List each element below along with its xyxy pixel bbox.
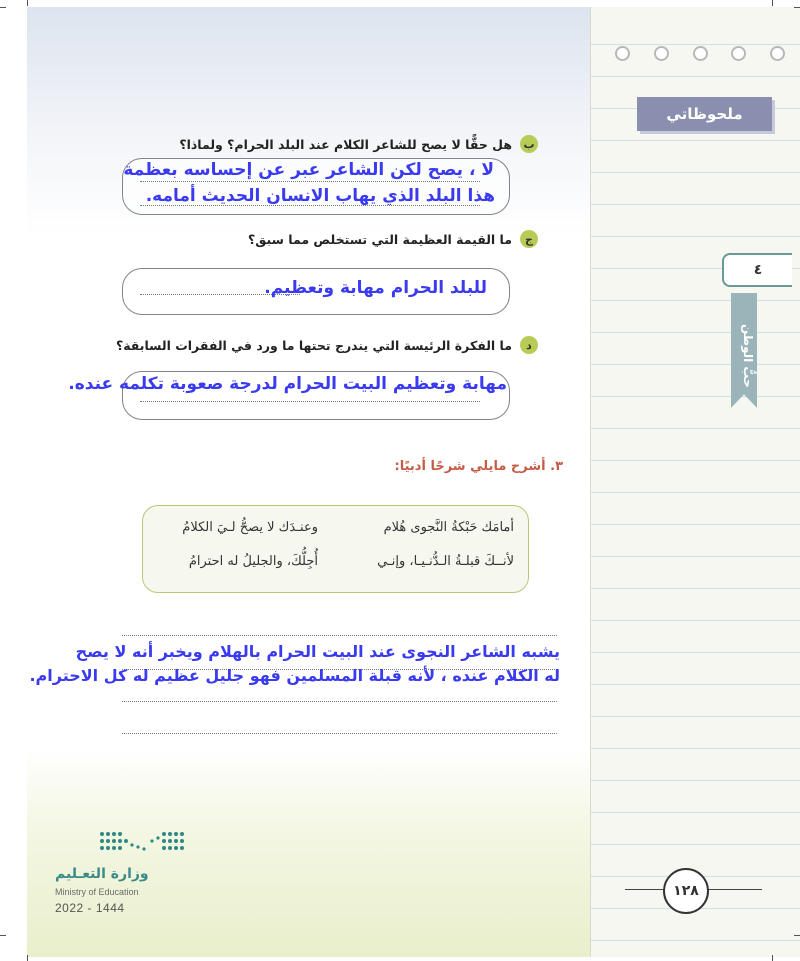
poem-box — [142, 505, 529, 593]
question-d — [116, 336, 538, 354]
handwritten-answer: لا ، يصح لكن الشاعر عبر عن إحساسه بعظمة — [123, 160, 494, 180]
handwritten-answer: مهابة وتعظيم البيت الحرام لدرجة صعوبة تكلمه عنده. — [68, 374, 507, 394]
binder-holes — [615, 46, 785, 64]
page-number: ١٢٨ — [663, 868, 709, 914]
notes-column — [590, 7, 800, 957]
crop-mark — [772, 0, 773, 6]
crop-mark — [794, 7, 800, 8]
notes-tab: ملحوظاتي — [637, 97, 772, 131]
question-badge: ج — [520, 230, 538, 248]
binder-hole-icon — [654, 46, 669, 61]
crop-mark — [794, 935, 800, 936]
ministry-name-ar: وزارة التعـليم — [55, 866, 149, 882]
question-text: ما القيمة العظيمة التي تستخلص مما سبق؟ — [248, 231, 512, 247]
handwritten-answer: للبلد الحرام مهابة وتعظيم. — [264, 278, 487, 298]
question-badge: د — [520, 336, 538, 354]
poem-verse: أمامَك حَبْكةُ النَّجوى هُلام — [383, 520, 514, 535]
crop-mark — [27, 0, 28, 6]
question-j — [248, 230, 538, 248]
unit-title: حبُّ الوطن — [741, 324, 755, 388]
ministry-name-en: Ministry of Education — [55, 887, 139, 897]
question-text: ما الفكرة الرئيسة التي يندرج تحتها ما ورد في الفقرات السابقة؟ — [115, 337, 512, 353]
question-badge: ب — [520, 135, 538, 153]
question-text: هل حقًّا لا يصح للشاعر الكلام عند البلد الحرام؟ ولماذا؟ — [179, 136, 512, 152]
ministry-year: 2022 - 1444 — [55, 901, 125, 915]
page-number-rule — [707, 889, 762, 890]
answer-line — [140, 401, 480, 402]
binder-hole-icon — [770, 46, 785, 61]
crop-mark — [772, 955, 773, 961]
poem-verse: وعنـدَك لا يصحُّ لـيَ الكلامُ — [182, 520, 318, 535]
binder-hole-icon — [731, 46, 746, 61]
answer-line — [122, 635, 557, 636]
poem-verse: لأنــكَ قبلـةُ الـدُّنـيـا، وإنـي — [377, 554, 514, 569]
ministry-logo-icon — [97, 829, 192, 859]
answer-line — [122, 733, 557, 734]
question-b — [179, 135, 538, 153]
section-3-title: ٣. أشرح مايلي شرحًا أدبيًا: — [394, 459, 563, 474]
crop-mark — [0, 7, 6, 8]
answer-line — [140, 181, 480, 182]
binder-hole-icon — [615, 46, 630, 61]
page-number-rule — [625, 889, 663, 890]
handwritten-explanation: يشبه الشاعر النجوى عند البيت الحرام بالهلام ويخبر أنه لا يصح — [75, 642, 560, 661]
handwritten-answer: هذا البلد الذي يهاب الانسان الحديث أمامه. — [145, 186, 495, 206]
chapter-number: ٤ — [722, 253, 792, 287]
binder-hole-icon — [693, 46, 708, 61]
crop-mark — [27, 955, 28, 961]
crop-mark — [0, 935, 6, 936]
poem-verse: أُجِلُّكَ، والجليلُ له احترامُ — [188, 554, 318, 569]
answer-line — [122, 701, 557, 702]
handwritten-explanation: له الكلام عنده ، لأنه قبلة المسلمين فهو جليل عظيم له كل الاحترام. — [29, 666, 560, 685]
